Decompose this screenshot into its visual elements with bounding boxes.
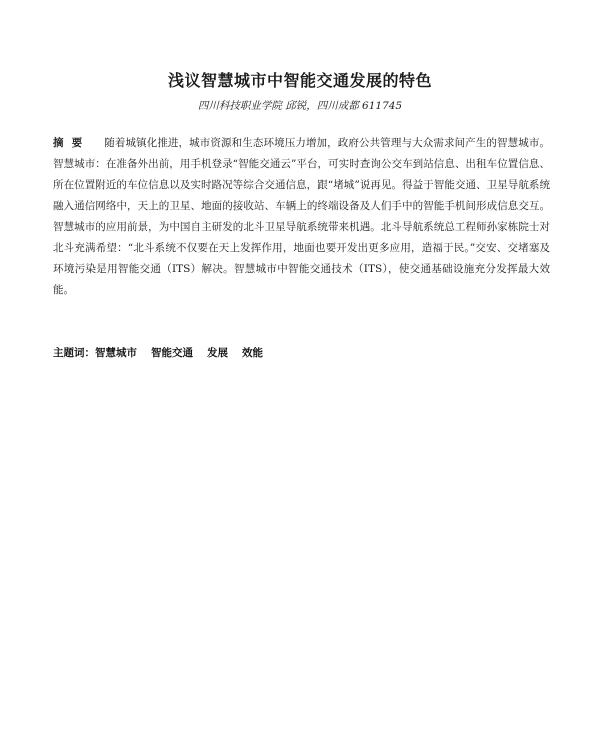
abstract-block: [53, 133, 550, 301]
keyword-item: 发展: [207, 347, 228, 359]
abstract-label: 摘要: [53, 137, 91, 149]
keywords-label: 主题词：: [53, 347, 95, 359]
keyword-item: 智能交通: [151, 347, 193, 359]
keywords-line: [53, 345, 550, 360]
abstract-text: 随着城镇化推进，城市资源和生态环境压力增加，政府公共管理与大众需求间产生的智慧城市。智慧城市：在准备外出前，用手机登录“智能交通云”平台，可实时查询公交车到站信息、出租车位置信息、所在位置附近的车位信息以及实时路况等综合交通信息，跟“堵城”说再见。得益于智能交通、卫星导航系统融入通信网络中，天上的卫星、地面的接收站、车辆上的终端设备及人们手中的智能手机间形成信息交互。智慧城市的应用前景，为中国自主研发的北斗卫星导航系统带来机遇。北斗导航系统总工程师孙家栋院士对北斗充满希望：“北斗系统不仅要在天上发挥作用，地面也要开发出更多应用，造福于民。”交安、交堵塞及环境污染是用智能交通（ITS）解决。智慧城市中智能交通技术（ITS），使交通基础设施充分发挥最大效能。: [53, 137, 550, 296]
author-affiliation: 四川科技职业学院 邱锐，四川成都 611745: [197, 100, 403, 112]
keyword-item: 效能: [242, 347, 263, 359]
keyword-item: 智慧城市: [95, 347, 137, 359]
paper-title: 浅议智慧城市中智能交通发展的特色: [167, 71, 432, 90]
